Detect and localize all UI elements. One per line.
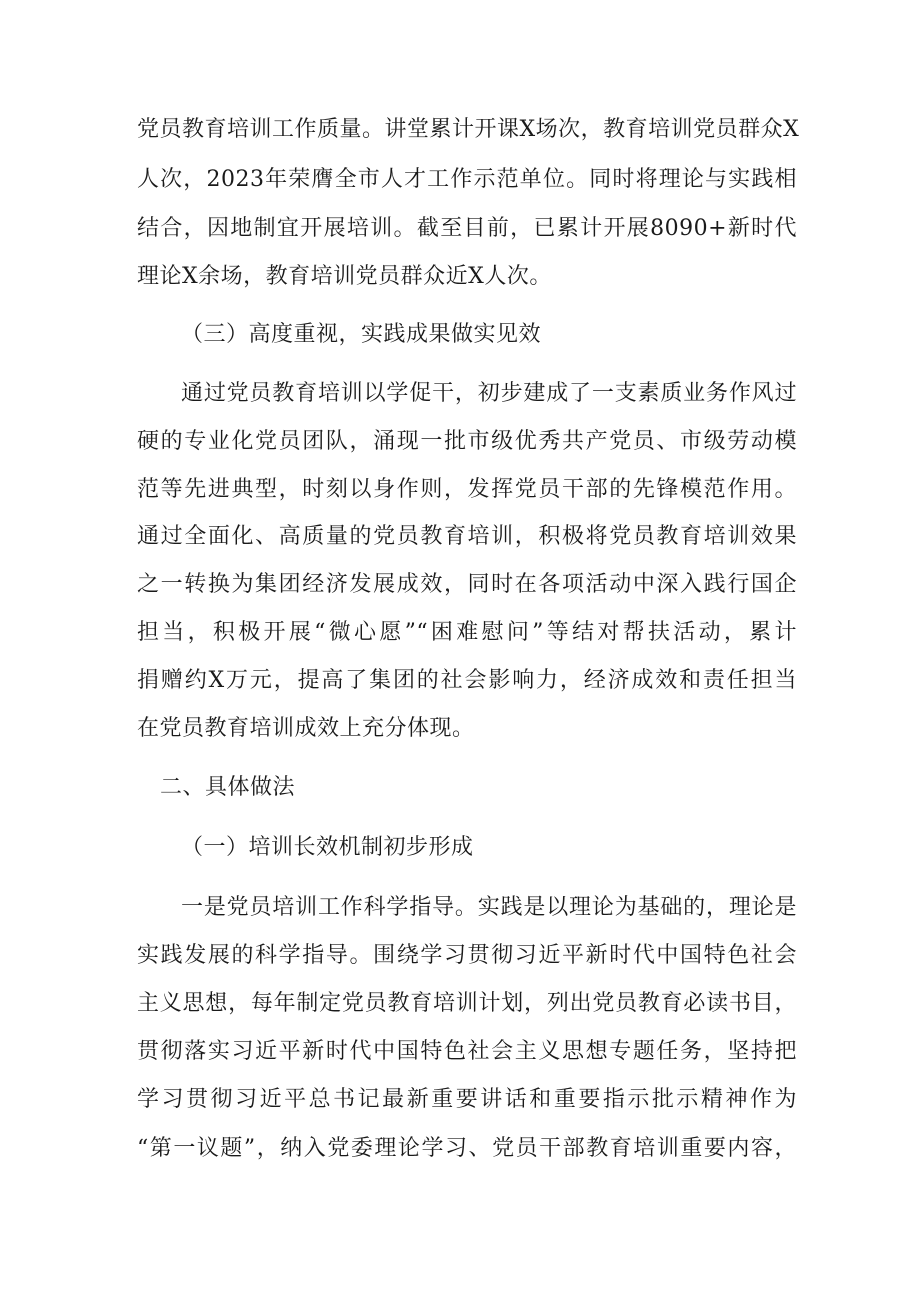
paragraph-3-line-5: 学习贯彻习近平总书记最新重要讲话和重要指示批示精神作为 — [137, 1087, 797, 1112]
paragraph-3-line-3: 主义思想，每年制定党员教育培训计划，列出党员教育必读书目， — [137, 991, 797, 1016]
paragraph-1-line-2: 人次，2023年荣膺全市人才工作示范单位。同时将理论与实践相 — [137, 167, 797, 192]
heading-3: （三）高度重视，实践成果做实见效 — [181, 322, 542, 347]
paragraph-2-line-8: 在党员教育培训成效上充分体现。 — [137, 716, 475, 741]
paragraph-1-line-3: 结合，因地制宜开展培训。截至目前，已累计开展8090+新时代 — [137, 216, 797, 241]
paragraph-1-line-4: 理论X余场，教育培训党员群众近X人次。 — [137, 264, 552, 289]
paragraph-2-line-3: 范等先进典型，时刻以身作则，发挥党员干部的先锋模范作用。 — [137, 477, 797, 502]
paragraph-2-line-2: 硬的专业化党员团队，涌现一批市级优秀共产党员、市级劳动模 — [137, 429, 797, 454]
paragraph-2-line-1: 通过党员教育培训以学促干，初步建成了一支素质业务作风过 — [181, 381, 797, 406]
paragraph-1-line-1: 党员教育培训工作质量。讲堂累计开课X场次，教育培训党员群众X — [137, 117, 800, 142]
paragraph-3-line-6: “第一议题”，纳入党委理论学习、党员干部教育培训重要内容， — [137, 1136, 797, 1161]
paragraph-2-line-6: 担当，积极开展“微心愿”“困难慰问”等结对帮扶活动，累计 — [137, 620, 797, 645]
heading-2-1: （一）培训长效机制初步形成 — [181, 835, 474, 860]
paragraph-3-line-1: 一是党员培训工作科学指导。实践是以理论为基础的，理论是 — [181, 895, 797, 920]
paragraph-3-line-2: 实践发展的科学指导。围绕学习贯彻习近平新时代中国特色社会 — [137, 943, 797, 968]
paragraph-2-line-7: 捐赠约X万元，提高了集团的社会影响力，经济成效和责任担当 — [137, 668, 797, 693]
paragraph-2-line-4: 通过全面化、高质量的党员教育培训，积极将党员教育培训效果 — [137, 524, 797, 549]
section-2-title: 二、具体做法 — [160, 775, 296, 800]
paragraph-3-line-4: 贯彻落实习近平新时代中国特色社会主义思想专题任务，坚持把 — [137, 1039, 797, 1064]
paragraph-2-line-5: 之一转换为集团经济发展成效，同时在各项活动中深入践行国企 — [137, 572, 797, 597]
